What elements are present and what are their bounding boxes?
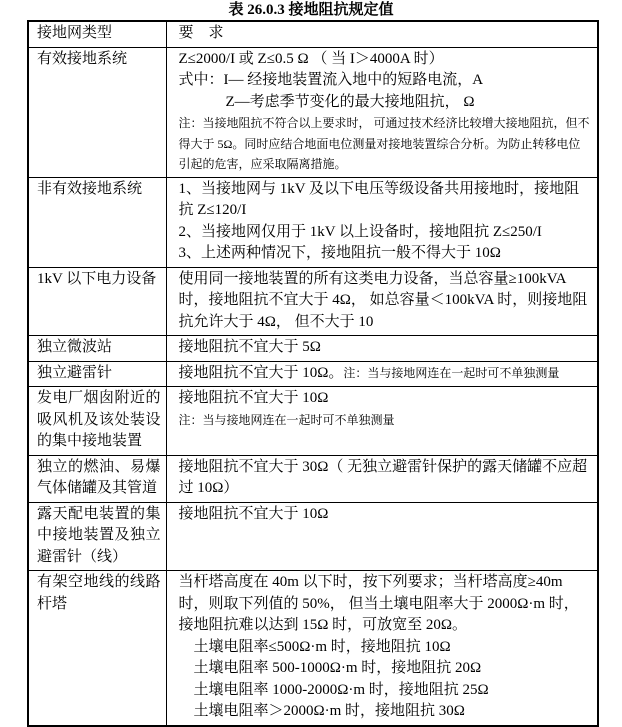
row-label: 有效接地系统 [28, 47, 166, 177]
row-requirement-cell [166, 267, 598, 336]
row-label: 1kV 以下电力设备 [28, 267, 166, 336]
row-label: 发电厂烟囱附近的吸风机及该处装设的集中接地装置 [28, 387, 166, 456]
requirement-line: 使用同一接地装置的所有这类电力设备，当总容量≥100kVA 时，接地阻抗不宜大于 4Ω， 如总容量＜100kVA 时，则接地阻抗允许大于 4Ω， 但不大于 10 [178, 270, 588, 330]
requirement-line: 接地阻抗不宜大于 10Ω [178, 505, 329, 522]
row-label: 有架空地线的线路杆塔 [28, 571, 166, 726]
row-power-plant-chimney-fan-grounding [28, 387, 598, 456]
requirement-line: 1、当接地网与 1kV 及以下电压等级设备共用接地时，接地阻抗 Z≤120/I [178, 180, 580, 218]
row-fuel-oil-explosive-gas-tanks [28, 455, 598, 502]
requirement-line: 接地阻抗不宜大于 30Ω（ 无独立避雷针保护的露天储罐不应超过 10Ω） [178, 458, 588, 496]
requirement-line: 当杆塔高度在 40m 以下时，按下列要求；当杆塔高度≥40m 时，则取下列值的 50%， 但当土壤电阻率大于 2000Ω·m 时，接地阻抗难以达到 15Ω 时，可放宽至 20Ω。 [178, 574, 579, 633]
requirement-line: Z≤2000/I 或 Z≤0.5 Ω （ 当 I＞4000A 时） [178, 50, 444, 67]
requirement-line: 3、上述两种情况下，接地阻抗一般不得大于 10Ω [178, 245, 501, 261]
requirement-subline: 土壤电阻率≤500Ω·m 时，接地阻抗 10Ω [193, 638, 451, 655]
row-label: 露天配电装置的集中接地装置及独立避雷针（线） [28, 502, 166, 571]
row-requirement-cell [166, 47, 598, 177]
requirement-line: 接地阻抗不宜大于 5Ω [178, 339, 321, 355]
grounding-impedance-table [27, 20, 599, 727]
requirement-note-inline: 注：当与接地网连在一起时可不单独测量 [343, 365, 560, 380]
requirement-note: 注：当与接地网连在一起时可不单独测量 [178, 412, 395, 427]
requirement-note: 注：当接地阻抗不符合以上要求时， 可通过技术经济比较增大接地阻抗，但不得大于 5Ω。同时应结合地面电位测量对接地装置综合分析。为防止转移电位引起的危害，应采取隔离措施。 [178, 116, 590, 171]
row-label: 独立的燃油、易爆气体储罐及其管道 [28, 455, 166, 502]
requirement-line: 2、当接地网仅用于 1kV 以上设备时，接地阻抗 Z≤250/I [178, 223, 542, 240]
row-requirement-cell [166, 502, 598, 571]
header-row [28, 21, 598, 47]
row-effective-grounding-system [28, 47, 598, 177]
header-cell-requirement: 要 求 [166, 21, 598, 47]
requirement-line: 接地阻抗不宜大于 10Ω [178, 390, 329, 406]
row-requirement-cell [166, 361, 598, 387]
requirement-line: Z—考虑季节变化的最大接地阻抗， Ω [225, 93, 475, 110]
row-requirement-cell [166, 387, 598, 456]
requirement-line [179, 363, 592, 385]
row-label: 独立微波站 [28, 336, 166, 362]
row-requirement-cell [166, 571, 598, 726]
requirement-text: 接地阻抗不宜大于 10Ω。 [178, 364, 344, 381]
row-label: 独立避雷针 [28, 361, 166, 387]
requirement-line: 式中：I— 经接地装置流入地中的短路电流，A [178, 72, 484, 88]
requirement-subline: 土壤电阻率 500-1000Ω·m 时，接地阻抗 20Ω [193, 660, 482, 676]
table-caption: 表 26.0.3 接地阻抗规定值 [228, 2, 394, 18]
requirement-subline: 土壤电阻率＞2000Ω·m 时，接地阻抗 30Ω [193, 703, 465, 719]
requirement-subline: 土壤电阻率 1000-2000Ω·m 时，接地阻抗 25Ω [193, 681, 489, 698]
row-independent-lightning-rod [28, 361, 598, 387]
row-label: 非有效接地系统 [28, 177, 166, 267]
row-requirement-cell [166, 455, 598, 502]
row-non-effective-grounding-system [28, 177, 598, 267]
row-requirement-cell [166, 336, 598, 362]
header-cell-grid-type: 接地网类型 [28, 21, 166, 47]
row-independent-microwave-station [28, 336, 598, 362]
row-transmission-towers-with-overhead-ground-wire [28, 571, 598, 726]
row-requirement-cell [166, 177, 598, 267]
row-below-1kv-power-equipment [28, 267, 598, 336]
row-outdoor-switchyard-grounding [28, 502, 598, 571]
